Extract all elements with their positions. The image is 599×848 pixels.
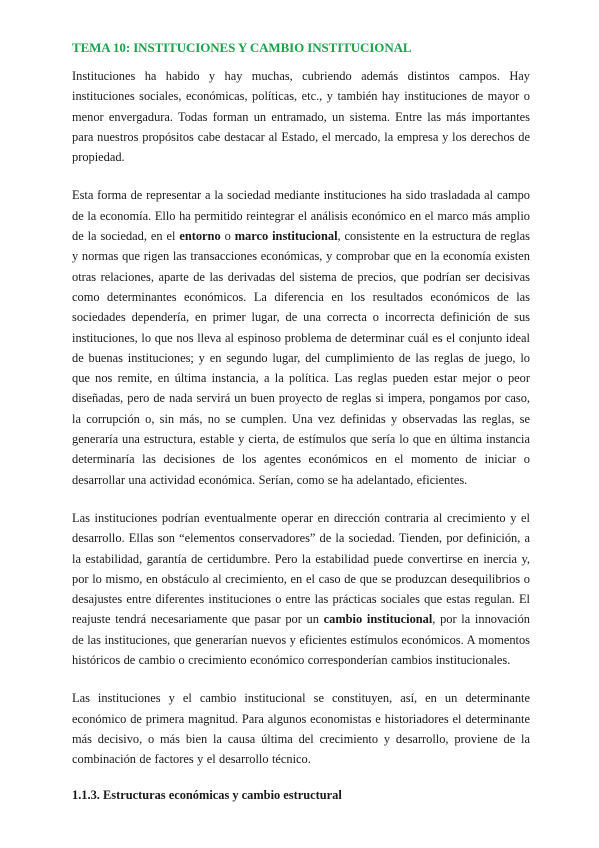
paragraph-2-text-a: Esta forma de representar a la sociedad mediante instituciones ha sido trasladada al campo de la economía. Ello ha permitido reintegrar el análisis económico en el marco más amplio de la sociedad, en el [72,188,530,244]
paragraph-2-text-c: o [220,229,235,244]
paragraph-1: Instituciones ha habido y hay muchas, cubriendo además distintos campos. Hay instituciones sociales, económicas, políticas, etc., y también hay instituciones de mayor o menor envergadura. Todas forman un entramado, un sistema. Entre las más importantes para nuestros propósitos cabe destacar al Estado, el mercado, la empresa y los derechos de propiedad. [72,69,530,165]
bold-term-marco-institucional: marco institucional [234,229,338,244]
paragraph-4: Las instituciones y el cambio institucional se constituyen, así, en un determinante económico de primera magnitud. Para algunos economistas e historiadores el determinante más decisivo, o más bien la causa última del crecimiento y desarrollo, proviene de la combinación de factores y el desarrollo técnico. [72,691,530,767]
page-title: TEMA 10: INSTITUCIONES Y CAMBIO INSTITUCIONAL [72,40,412,55]
paragraph-3-text-c: , por la innovación de las instituciones, que generarían nuevos y eficientes estímulos económicos. A momentos históricos de cambio o crecimiento económico corresponderían cambios institucionales. [72,612,530,668]
bold-term-cambio-institucional: cambio institucional [323,612,433,627]
section-heading: 1.1.3. Estructuras económicas y cambio estructural [72,787,342,802]
bold-term-entorno: entorno [179,229,221,244]
paragraph-2-text-d: , consistente en la estructura de reglas y normas que rigen las transacciones económicas, y comprobar que en la economía existen otras relaciones, aparte de las derivadas del sistema de precios, que podrían ser decisivas como determinantes económicos. La diferencia en los resultados económicos de las sociedades dependería, en primer lugar, de una correcta o incorrecta definición de sus instituciones, lo que nos lleva al espinoso problema de determinar cuál es el conjunto ideal de buenas instituciones; y en segundo lugar, del cumplimiento de las reglas de juego, lo que nos remite, en última instancia, a la política. Las reglas pueden estar mejor o peor diseñadas, pero de nada servirá un buen proyecto de reglas si impera, pongamos por caso, la corrupción o, sin más, no se cumplen. Una vez definidas y observadas las reglas, se generaría una estructura, estable y cierta, de estímulos que sería lo que en última instancia determinaría las decisiones de los agentes económicos en el momento de iniciar o desarrollar una actividad económica. Serían, como se ha adelantado, eficientes. [72,229,530,487]
paragraph-2 [72,185,530,489]
paragraph-3-text-a: Las instituciones podrían eventualmente operar en dirección contraria al crecimiento y el desarrollo. Ellas son “elementos conservadores” de la sociedad. Tienden, por definición, a la estabilidad, garantía de certidumbre. Pero la estabilidad puede convertirse en inercia y, por lo mismo, en obstáculo al crecimiento, en el caso de que se produzcan desequilibrios o desajustes entre diferentes instituciones o entre las prácticas sociales que estas regulan. El reajuste tendrá necesariamente que pasar por un [72,510,530,627]
document-page [72,40,530,803]
paragraph-3 [72,508,530,670]
